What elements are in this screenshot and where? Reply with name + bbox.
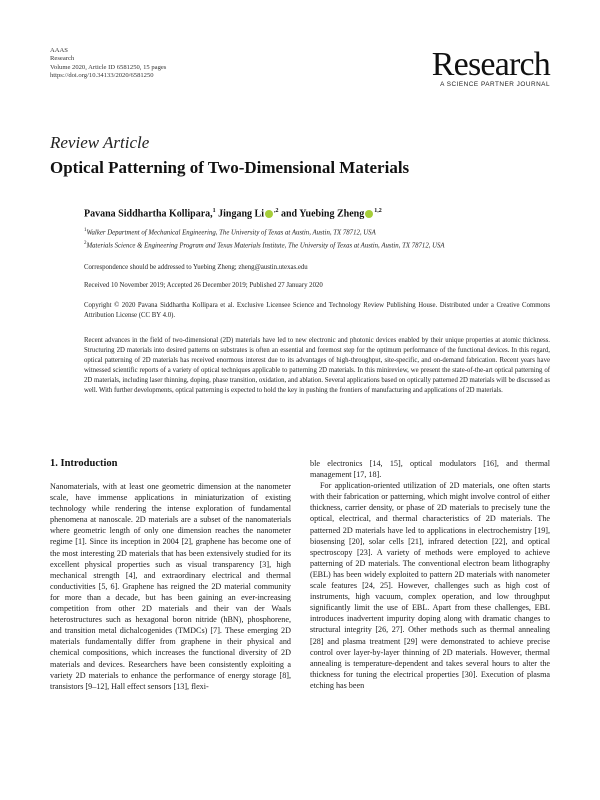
author-name[interactable]: Pavana Siddhartha Kollipara, [84, 208, 213, 220]
author-name[interactable]: and Yuebing Zheng [281, 208, 365, 220]
author-sup: 1,2 [374, 208, 382, 214]
paragraph: ble electronics [14, 15], optical modulators [16], and thermal management [17, 18]. [310, 459, 550, 480]
section-heading: 1. Introduction [50, 458, 118, 469]
affiliation-text: Materials Science & Engineering Program and Texas Materials Institute, The University of Texas at Austin, Austin, TX 78712, USA [86, 242, 445, 250]
journal-name: Research [50, 55, 75, 63]
right-column [310, 458, 550, 691]
correspondence: Correspondence should be addressed to Yuebing Zheng; zheng@austin.utexas.edu [84, 264, 308, 271]
author-sup: 1 [212, 208, 216, 214]
affiliation-text: Walker Department of Mechanical Engineering, The University of Texas at Austin, Austin, TX 78712, USA [86, 229, 376, 237]
logo-tagline: A SCIENCE PARTNER JOURNAL [440, 81, 550, 88]
publisher: AAAS [50, 47, 68, 54]
orcid-icon[interactable] [265, 210, 273, 218]
author-sup: ,2 [274, 208, 279, 214]
paragraph: For application-oriented utilization of 2D materials, one often starts with their fabrication or patterning, which might involve control of either thickness, carrier density, or phase of 2D materials to precisely tune the optical, electrical, and thermal characteristics of 2D materials. The patterned 2D materials have led to applications in electrochemistry [19], biosensing [20], solar cells [21], infrared detection [22], and optical spectroscopy [23]. A variety of methods were employed to achieve patterning of 2D materials. The conventional electron beam lithography (EBL) has been widely exploited to pattern 2D materials with nanometer scale features [24, 25]. However, challenges such as high cost of instruments, high vacuum, complex operation, and low throughput significantly limit the use of EBL. Apart from these challenges, EBL introduces inadvertent impurity doping along with dramatic changes to structural integrity [26, 27]. Other methods such as thermal annealing [28] and plasma treatment [29] were demonstrated to achieve precise control over layer-by-layer thinning of 2D materials. However, thermal annealing is temperature-dependent and takes several hours to alter the thickness for tuning the electrical properties [30]. Execution of plasma etching has been [310, 481, 550, 690]
affiliation [84, 241, 445, 249]
publication-dates: Received 10 November 2019; Accepted 26 December 2019; Published 27 January 2020 [84, 282, 323, 289]
left-column [50, 481, 291, 692]
orcid-icon[interactable] [365, 210, 373, 218]
doi-link[interactable]: https://doi.org/10.34133/2020/6581250 [50, 72, 154, 80]
abstract: Recent advances in the field of two-dimensional (2D) materials have led to new electronic and photonic devices enabled by their unique properties at atomic thickness. Structuring 2D materials into desired patterns on substrates is often an essential and foremost step for the optimum performance of the functional devices. In this regard, optical patterning of 2D materials has received enormous interest due to its advantages of high-throughput, site-specific, and on-demand fabrication. Recent years have witnessed scientific reports of a variety of optical techniques applicable to patterning 2D materials. In this minireview, we present the state-of-the-art optical patterning of 2D materials, including laser thinning, doping, phase transition, oxidation, and ablation. Several applications based on optically patterned 2D materials will be discussed as well. With further developments, optical patterning is expected to hold the key in pushing the frontiers of manufacturing and applications of 2D materials. [84, 337, 550, 394]
journal-logo [431, 46, 550, 88]
paragraph: Nanomaterials, with at least one geometric dimension at the nanometer scale, have immense applications in miniaturization of existing technology while rendering the intense exploration of fundamental phenomena at nanoscale. 2D materials are a subset of the nanomaterials where geometric length of only one dimension reaches the nanometer regime [1]. Since its inception in 2004 [2], graphene has become one of the most interesting 2D materials that has been extensively studied for its excellent physical properties such as visual transparency [3], high mechanical strength [4], and extraordinary electrical and thermal conductivities [5, 6]. Graphene has reigned the 2D material community for more than a decade, but has been gaining an ever-increasing competition from other 2D materials and their van der Waals heterostructures such as hexagonal boron nitride (hBN), phosphorene, and transition metal dichalcogenides (TMDCs) [7]. These emerging 2D materials fundamentally differ from graphene in their physical and chemical compositions, which increases the functional diversity of 2D materials and devices. Researchers have been consistently exploiting a variety 2D materials to enhance the performance of energy storage [8], transistors [9–12], Hall effect sensors [13], flexi- [50, 482, 291, 691]
author-name[interactable]: Jingang Li [218, 208, 264, 220]
article-title: Optical Patterning of Two-Dimensional Materials [50, 158, 410, 177]
article-type: Review Article [50, 133, 150, 152]
affiliation-sup: 1 [84, 228, 87, 233]
volume-info: Volume 2020, Article ID 6581250, 15 pages [50, 63, 167, 71]
affiliation-sup: 2 [84, 241, 87, 246]
affiliation [84, 228, 376, 236]
logo-wordmark: Research [431, 46, 550, 83]
copyright-notice: Copyright © 2020 Pavana Siddhartha Kollipara et al. Exclusive Licensee Science and Technology Review Publishing House. Distributed under a Creative Commons Attribution License (CC BY 4.0). [84, 302, 550, 319]
author-list [84, 208, 382, 219]
journal-meta [50, 47, 166, 81]
